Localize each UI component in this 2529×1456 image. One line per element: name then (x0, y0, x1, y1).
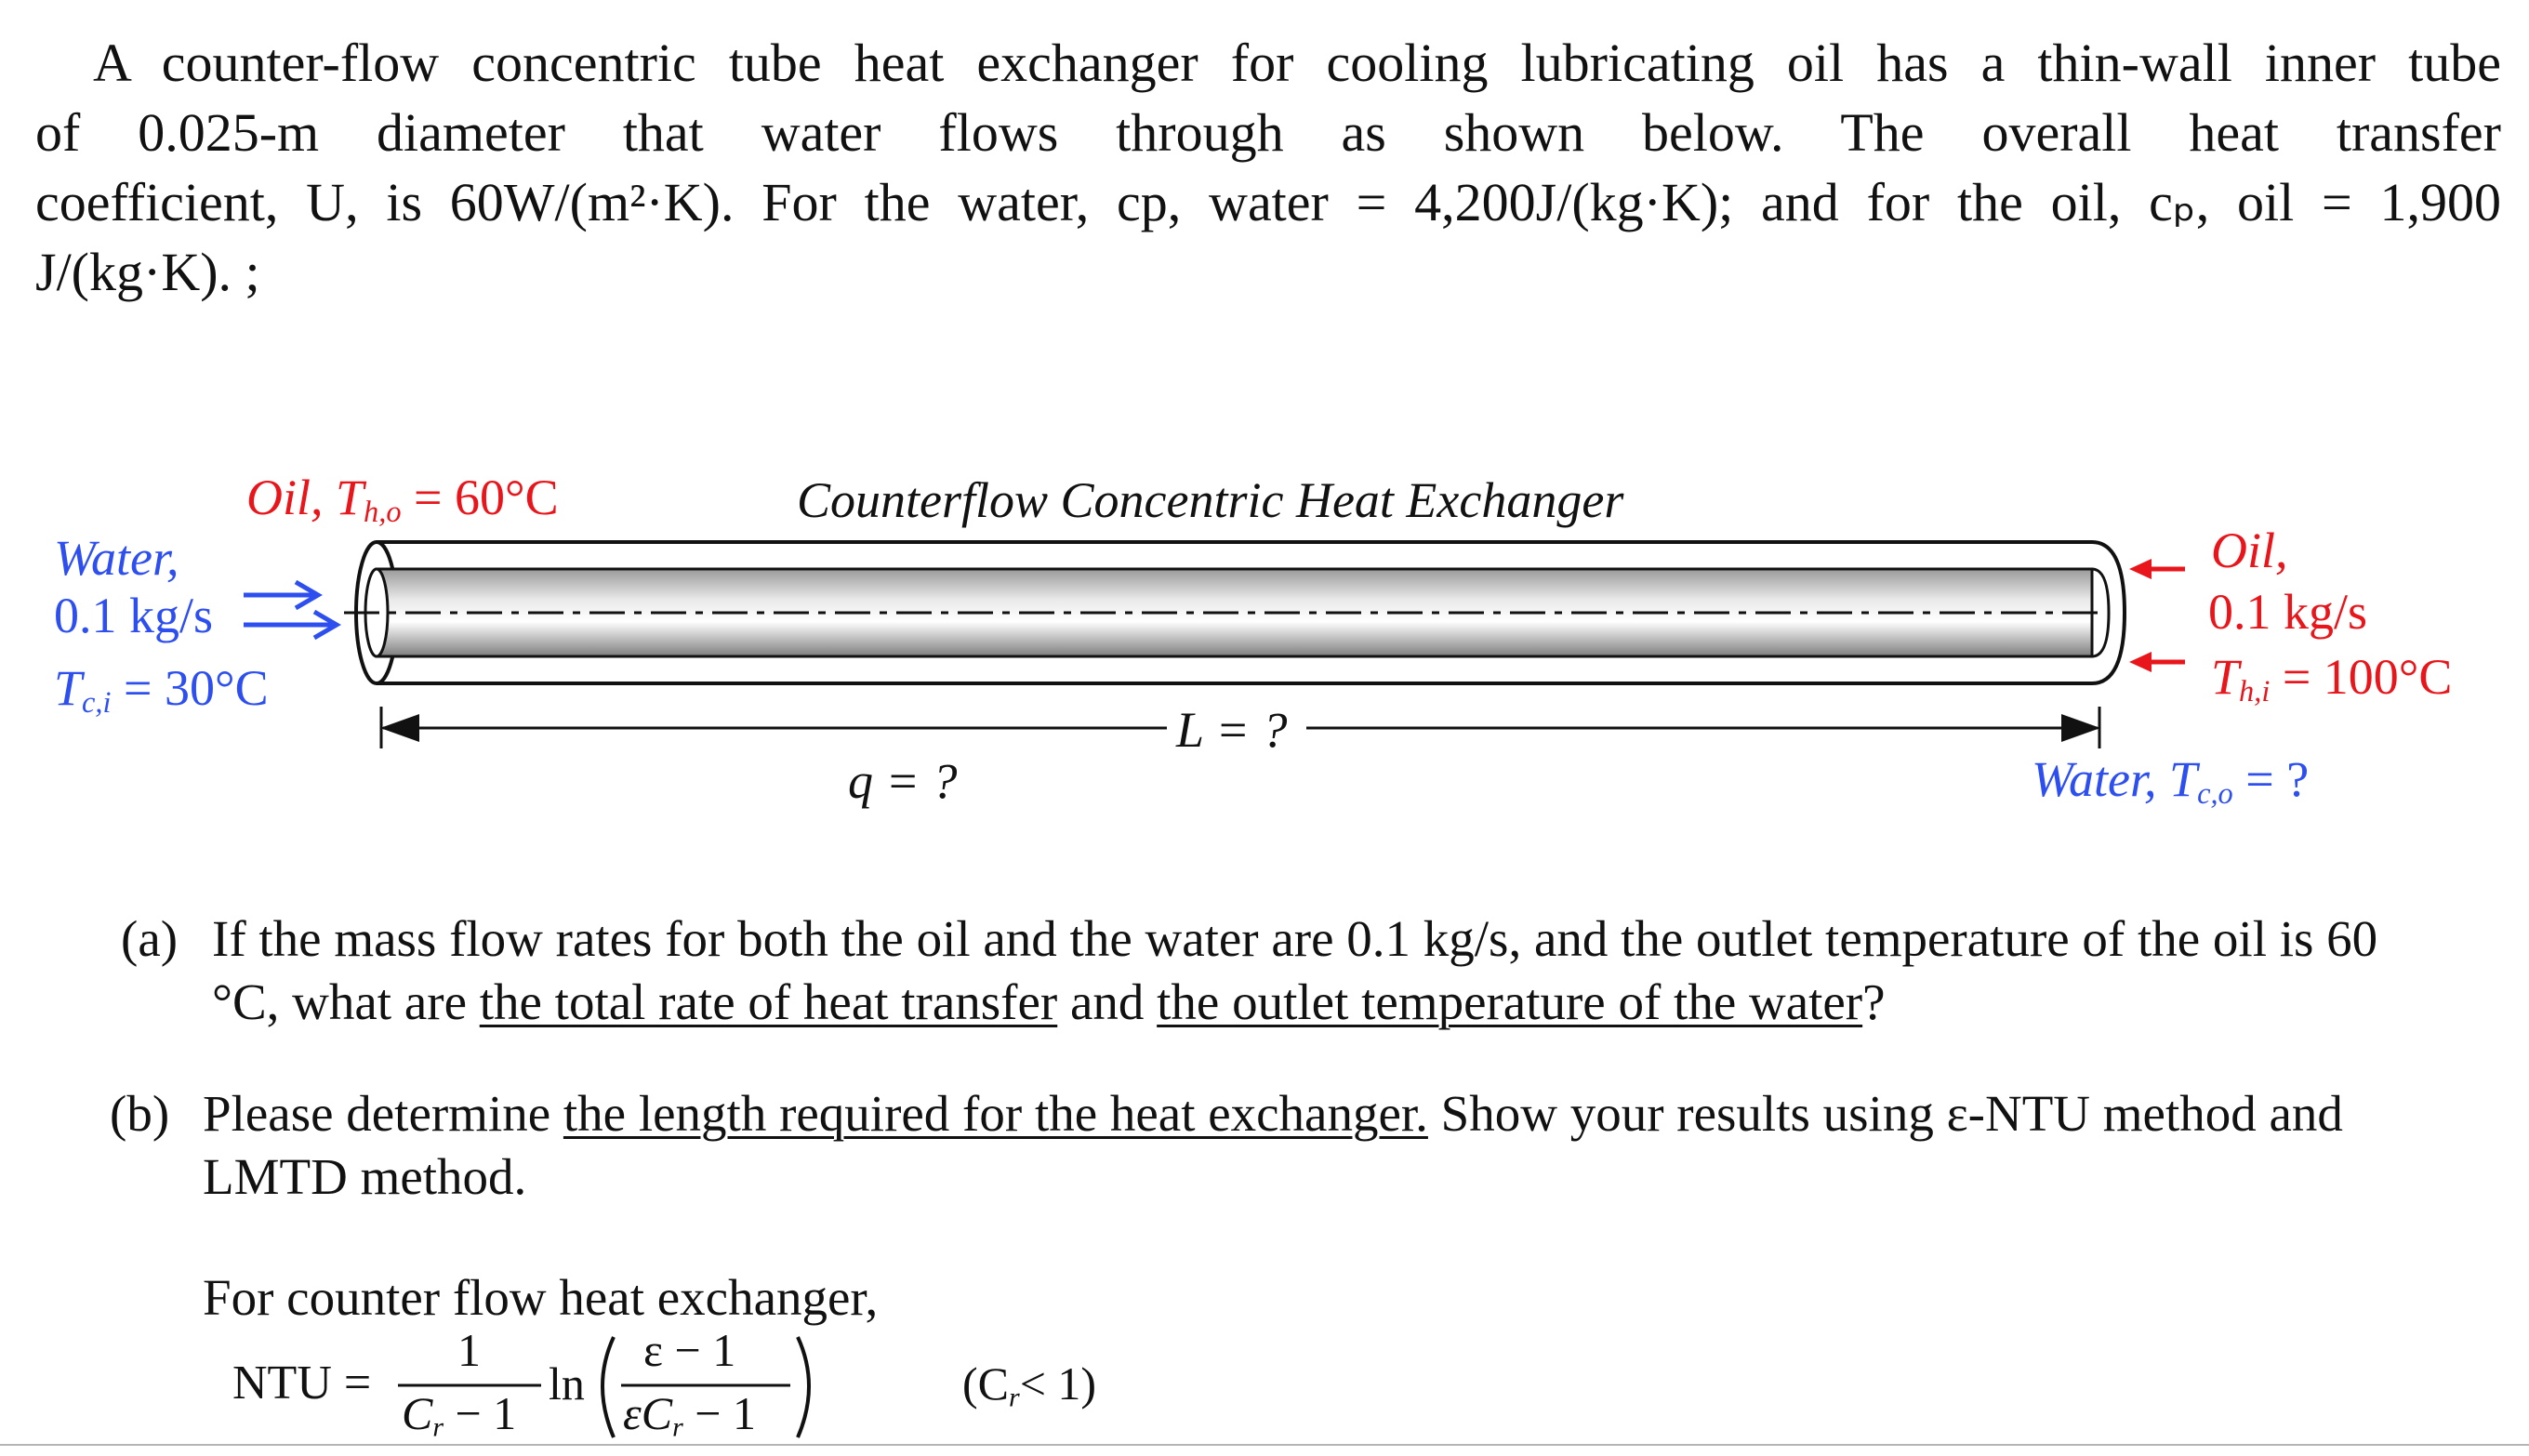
water-inlet-label-line1: Water, (54, 530, 179, 586)
question-a-line2: °C, what are the total rate of heat transfer and the outlet temperature of the water? (212, 973, 1886, 1030)
formula-denominator: $C_r - 1$ (402, 1387, 517, 1443)
water-inlet-flow-rate: 0.1 kg/s (54, 588, 214, 643)
water-inlet-temp: $T_{c,i} = 30^\circ C$ (54, 660, 269, 721)
oil-inlet-label-line1: Oil, (2211, 523, 2288, 578)
question-b-line2: LMTD method. (203, 1148, 527, 1205)
oil-outlet-label: Oil, $T_{h,o} = 60^\circ C$ (246, 470, 559, 530)
oil-inlet-flow-rate: 0.1 kg/s (2208, 584, 2368, 640)
underline-water-outlet: the outlet temperature of the water (1157, 973, 1863, 1030)
question-b-line1: Please determine the length required for the heat exchanger. Show your results using ε-NTU method and (203, 1085, 2343, 1142)
formula-ln-numerator: ε − 1 (643, 1324, 736, 1376)
oil-inlet-arrows (2129, 559, 2185, 672)
heat-rate-label: q = ? (848, 753, 958, 809)
problem-line-2: of 0.025-m diameter that water flows through as shown below. The overall heat transfer (35, 102, 2501, 163)
diagram-title: Counterflow Concentric Heat Exchanger (797, 472, 1624, 528)
problem-line-1: A counter-flow concentric tube heat exchanger for cooling lubricating oil has a thin-wall inner tube (93, 33, 2501, 93)
formula-intro: For counter flow heat exchanger, (203, 1269, 879, 1326)
length-label: L = ? (1176, 702, 1288, 758)
question-a-line1: If the mass flow rates for both the oil and the water are 0.1 kg/s, and the outlet temperature of the oil is 60 (212, 910, 2378, 967)
question-b (110, 1082, 2509, 1212)
underline-length: the length required for the heat exchanger. (563, 1085, 1428, 1142)
underline-heat-transfer: the total rate of heat transfer (479, 973, 1058, 1030)
problem-line-3: coefficient, U, is 60W/(m²·K). For the water, cp, water = 4,200J/(kg·K); and for the oil, cₚ, oil = 1,900 (35, 172, 2501, 232)
formula-lhs: NTU = (232, 1357, 372, 1410)
water-inlet-arrows (244, 582, 337, 638)
oil-inlet-temp: $T_{h,i} = 100^\circ C$ (2211, 649, 2453, 709)
formula-ln-denominator: $\varepsilon C_r - 1$ (623, 1387, 756, 1443)
water-outlet-label: Water, $T_{c,o}$ = ? (2032, 751, 2310, 812)
formula-condition: $(C_r< 1)$ (962, 1357, 1097, 1413)
question-a-tag: (a) (121, 910, 179, 967)
problem-line-4: J/(kg·K). ; (35, 242, 260, 302)
formula-numerator-one: 1 (457, 1324, 481, 1376)
question-a (121, 907, 2501, 1038)
question-b-tag: (b) (110, 1085, 170, 1142)
formula-ln: ln (549, 1357, 585, 1410)
